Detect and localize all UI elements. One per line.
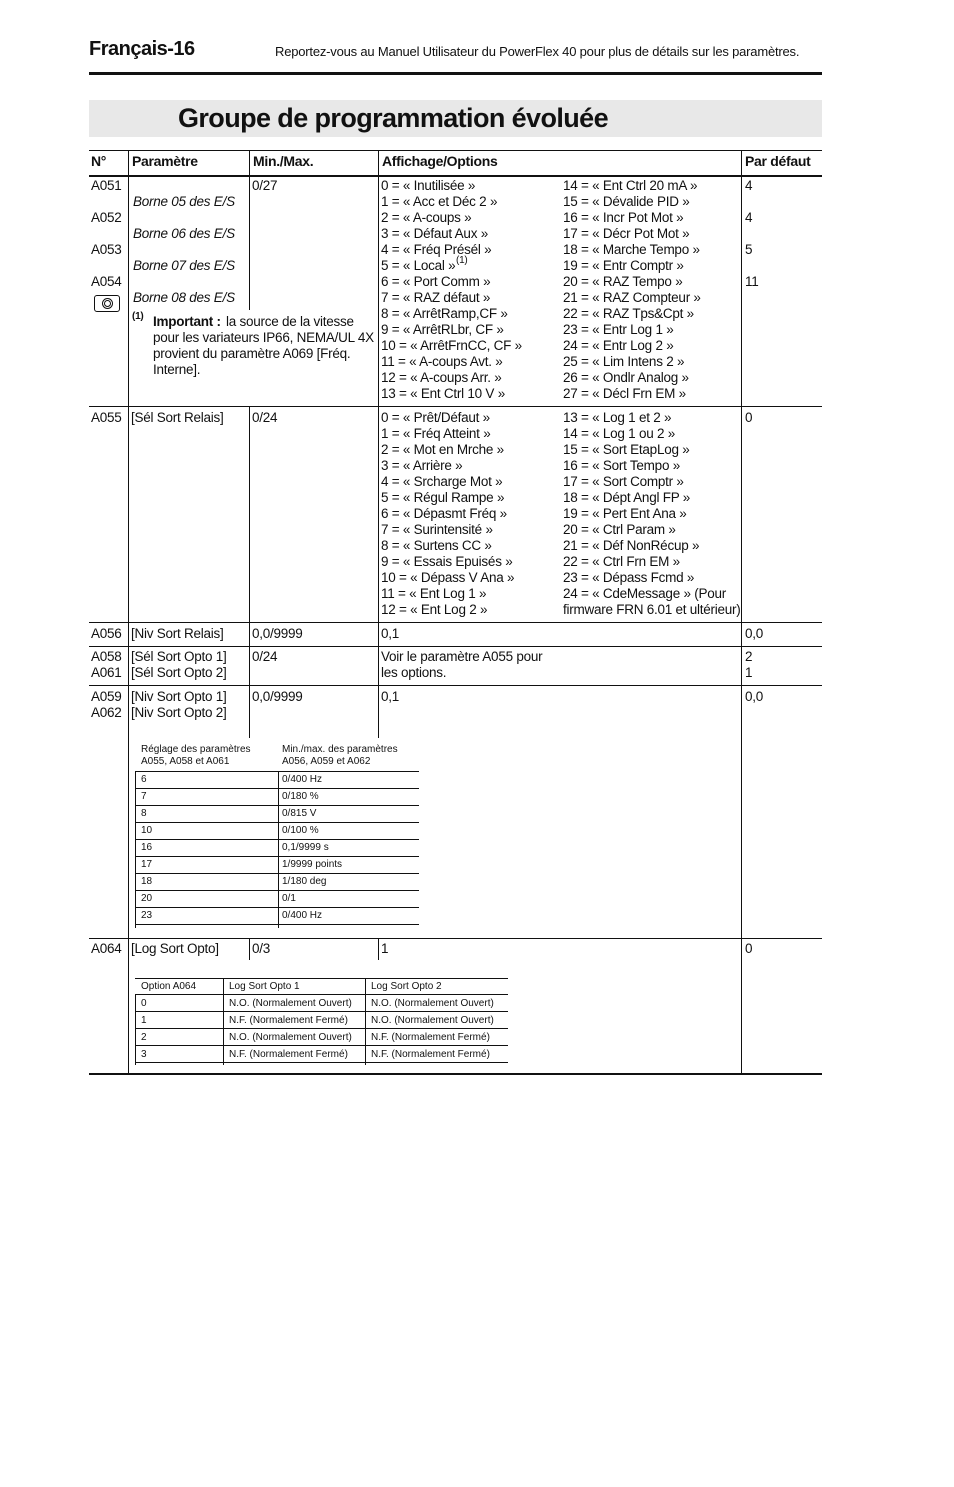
option-item: 10 = « Dépass V Ana » xyxy=(381,570,515,585)
option-item: 0 = « Prêt/Défaut » xyxy=(381,410,490,425)
table-rule xyxy=(89,175,822,177)
mini-table-cell: N.O. (Normalement Ouvert) xyxy=(371,1015,494,1026)
option-item: 16 = « Sort Tempo » xyxy=(563,458,680,473)
param-id: A054 xyxy=(91,274,122,289)
param-default: 4 xyxy=(745,178,753,193)
mini-table-rule xyxy=(135,1011,508,1012)
option-item: 1 = « Fréq Atteint » xyxy=(381,426,491,441)
footnote-mark: (1) xyxy=(132,311,144,322)
option-item: 18 = « Marche Tempo » xyxy=(563,242,700,257)
mini-table-rule xyxy=(135,805,419,806)
mini-table-cell: 0/400 Hz xyxy=(282,910,323,921)
mini-table-cell: 0/815 V xyxy=(282,808,317,819)
option-item: 15 = « Dévalide PID » xyxy=(563,194,690,209)
mini-table-header: Log Sort Opto 2 xyxy=(371,981,442,992)
table-column-rule xyxy=(249,406,250,738)
option-item: 7 = « Surintensité » xyxy=(381,522,493,537)
param-options: 0,1 xyxy=(381,689,400,704)
table-column-rule xyxy=(741,150,742,1073)
table-rule xyxy=(89,406,822,407)
option-item: 22 = « Ctrl Frn EM » xyxy=(563,554,680,569)
param-default: 0,0 xyxy=(745,626,764,641)
mini-table-rule xyxy=(135,873,419,874)
option-item: 24 = « Entr Log 2 » xyxy=(563,338,674,353)
mini-table-cell: 20 xyxy=(141,893,153,904)
option-item: 3 = « Défaut Aux » xyxy=(381,226,488,241)
col-header-default: Par défaut xyxy=(745,153,811,169)
param-options: 1 xyxy=(381,941,389,956)
mini-table-rule xyxy=(365,978,366,1065)
option-item: 12 = « Ent Log 2 » xyxy=(381,602,488,617)
mini-table-header: A056, A059 et A062 xyxy=(282,756,371,767)
param-name: [Sél Sort Relais] xyxy=(131,410,224,425)
option-item: 4 = « Srcharge Mot » xyxy=(381,474,503,489)
mini-table-cell: 0/400 Hz xyxy=(282,774,323,785)
mini-table-rule xyxy=(135,822,419,823)
param-id: A061 xyxy=(91,665,122,680)
mini-table-rule xyxy=(135,978,508,979)
mini-table-cell: N.F. (Normalement Fermé) xyxy=(229,1015,348,1026)
param-id: A064 xyxy=(91,941,122,956)
mini-table-rule xyxy=(135,890,419,891)
table-column-rule xyxy=(378,938,379,960)
table-column-rule xyxy=(249,938,250,960)
mini-table-rule xyxy=(135,771,136,928)
option-item: 17 = « Sort Comptr » xyxy=(563,474,684,489)
param-options: Voir le paramètre A055 pour xyxy=(381,649,543,664)
option-item: 5 = « Local » xyxy=(381,258,456,273)
option-item: 1 = « Acc et Déc 2 » xyxy=(381,194,498,209)
param-default: 0 xyxy=(745,941,753,956)
mini-table-cell: N.O. (Normalement Ouvert) xyxy=(229,998,352,1009)
option-item: 8 = « ArrêtRamp,CF » xyxy=(381,306,508,321)
mini-table-cell: N.F. (Normalement Fermé) xyxy=(371,1032,490,1043)
param-id: A062 xyxy=(91,705,122,720)
option-item: 5 = « Régul Rampe » xyxy=(381,490,505,505)
mini-table-cell: 18 xyxy=(141,876,153,887)
option-item: 12 = « A-coups Arr. » xyxy=(381,370,502,385)
header-rule xyxy=(89,72,822,75)
option-item: 2 = « A-coups » xyxy=(381,210,472,225)
mini-table-cell: 0/100 % xyxy=(282,825,319,836)
mini-table-cell: 10 xyxy=(141,825,153,836)
mini-table-rule xyxy=(135,788,419,789)
option-item: 19 = « Pert Ent Ana » xyxy=(563,506,687,521)
mini-table-rule xyxy=(135,1045,508,1046)
col-header-options: Affichage/Options xyxy=(382,153,498,169)
option-item: 23 = « Entr Log 1 » xyxy=(563,322,674,337)
option-item: 8 = « Surtens CC » xyxy=(381,538,492,553)
option-item: 27 = « Décl Frn EM » xyxy=(563,386,686,401)
mini-table-rule xyxy=(135,839,419,840)
option-item: 26 = « Ondlr Analog » xyxy=(563,370,689,385)
option-item: 7 = « RAZ défaut » xyxy=(381,290,491,305)
param-minmax: 0/24 xyxy=(252,410,278,425)
param-minmax: 0/24 xyxy=(252,649,278,664)
mini-table-rule xyxy=(135,907,419,908)
option-item: 15 = « Sort EtapLog » xyxy=(563,442,690,457)
option-item: 21 = « Déf NonRécup » xyxy=(563,538,700,553)
table-column-rule xyxy=(249,150,250,310)
option-item: 10 = « ArrêtFrnCC, CF » xyxy=(381,338,522,353)
option-item: 25 = « Lim Intens 2 » xyxy=(563,354,685,369)
param-id: A058 xyxy=(91,649,122,664)
mini-table-cell: 3 xyxy=(141,1049,147,1060)
option-item: 19 = « Entr Comptr » xyxy=(563,258,684,273)
param-default: 0 xyxy=(745,410,753,425)
col-header-param: Paramètre xyxy=(132,153,198,169)
option-item: firmware FRN 6.01 et ultérieur) xyxy=(563,602,741,617)
table-rule xyxy=(89,1073,822,1075)
mini-table-cell: 23 xyxy=(141,910,153,921)
param-minmax: 0,0/9999 xyxy=(252,689,303,704)
mini-table-cell: 2 xyxy=(141,1032,147,1043)
table-column-rule xyxy=(378,150,379,738)
param-default: 1 xyxy=(745,665,753,680)
table-rule xyxy=(89,150,822,151)
param-default: 0,0 xyxy=(745,689,764,704)
mini-table-header: Log Sort Opto 1 xyxy=(229,981,300,992)
mini-table-cell: 0 xyxy=(141,998,147,1009)
mini-table-cell: N.F. (Normalement Fermé) xyxy=(229,1049,348,1060)
mini-table-rule xyxy=(135,994,136,1065)
param-options: 0,1 xyxy=(381,626,400,641)
stop-mode-icon xyxy=(94,295,120,312)
option-item: 9 = « ArrêtRLbr, CF » xyxy=(381,322,504,337)
mini-table-cell: 17 xyxy=(141,859,153,870)
param-name: Borne 05 des E/S xyxy=(133,194,235,209)
table-rule xyxy=(89,622,822,623)
mini-table-rule xyxy=(135,771,419,772)
option-item: 22 = « RAZ Tps&Cpt » xyxy=(563,306,694,321)
mini-table-rule xyxy=(135,1062,508,1063)
table-rule xyxy=(89,685,822,686)
option-item: 14 = « Ent Ctrl 20 mA » xyxy=(563,178,698,193)
param-name: Borne 08 des E/S xyxy=(133,290,235,305)
option-item: 3 = « Arrière » xyxy=(381,458,463,473)
mini-table-cell: N.O. (Normalement Ouvert) xyxy=(229,1032,352,1043)
option-item: 2 = « Mot en Mrche » xyxy=(381,442,504,457)
option-item: 11 = « Ent Log 1 » xyxy=(381,586,487,601)
option-item: 6 = « Port Comm » xyxy=(381,274,491,289)
option-item: 20 = « Ctrl Param » xyxy=(563,522,676,537)
param-id: A051 xyxy=(91,178,122,193)
table-rule xyxy=(89,646,822,647)
mini-table-cell: 0/180 % xyxy=(282,791,319,802)
mini-table-cell: 0/1 xyxy=(282,893,296,904)
param-name: [Niv Sort Opto 2] xyxy=(131,705,227,720)
important-note: provient du paramètre A069 [Fréq. xyxy=(153,346,351,361)
important-note: Interne]. xyxy=(153,362,201,377)
mini-table-header: Option A064 xyxy=(141,981,197,992)
option-item: 13 = « Log 1 et 2 » xyxy=(563,410,672,425)
mini-table-cell: 6 xyxy=(141,774,147,785)
table-column-rule xyxy=(128,150,129,1073)
mini-table-cell: 16 xyxy=(141,842,153,853)
option-item: 14 = « Log 1 ou 2 » xyxy=(563,426,675,441)
param-id: A056 xyxy=(91,626,122,641)
section-banner xyxy=(89,100,822,137)
option-item: 20 = « RAZ Tempo » xyxy=(563,274,683,289)
option-item: 4 = « Fréq Présél » xyxy=(381,242,492,257)
mini-table-cell: 7 xyxy=(141,791,147,802)
param-default: 4 xyxy=(745,210,753,225)
mini-table-header: A055, A058 et A061 xyxy=(141,756,230,767)
mini-table-rule xyxy=(135,1028,508,1029)
mini-table-cell: 0,1/9999 s xyxy=(282,842,329,853)
option-item: 13 = « Ent Ctrl 10 V » xyxy=(381,386,505,401)
option-item: 11 = « A-coups Avt. » xyxy=(381,354,503,369)
mini-table-cell: 1 xyxy=(141,1015,147,1026)
section-title: Groupe de programmation évoluée xyxy=(178,103,608,133)
param-name: [Sél Sort Opto 2] xyxy=(131,665,227,680)
option-item: 23 = « Dépass Fcmd » xyxy=(563,570,695,585)
param-id: A053 xyxy=(91,242,122,257)
mini-table-header: Réglage des paramètres xyxy=(141,744,251,755)
table-rule xyxy=(89,938,822,939)
col-header-no: N° xyxy=(91,153,107,169)
mini-table-rule xyxy=(278,771,279,928)
param-name: [Niv Sort Relais] xyxy=(131,626,224,641)
important-note: la source de la vitesse xyxy=(226,314,354,329)
important-note: pour les variateurs IP66, NEMA/UL 4X xyxy=(153,330,374,345)
param-name: Borne 07 des E/S xyxy=(133,258,235,273)
param-options: les options. xyxy=(381,665,447,680)
mini-table-rule xyxy=(135,994,508,995)
option-item: 0 = « Inutilisée » xyxy=(381,178,476,193)
page-label: Français-16 xyxy=(89,38,195,60)
mini-table-cell: 1/9999 points xyxy=(282,859,343,870)
param-default: 2 xyxy=(745,649,753,664)
param-name: Borne 06 des E/S xyxy=(133,226,235,241)
mini-table-cell: N.F. (Normalement Fermé) xyxy=(371,1049,490,1060)
param-minmax: 0/27 xyxy=(252,178,278,193)
param-id: A052 xyxy=(91,210,122,225)
param-name: [Log Sort Opto] xyxy=(131,941,219,956)
option-item: 24 = « CdeMessage » (Pour xyxy=(563,586,726,601)
param-default: 11 xyxy=(745,274,759,289)
option-item: 21 = « RAZ Compteur » xyxy=(563,290,701,305)
important-label: Important : xyxy=(153,314,221,329)
option-item: 18 = « Dépt Angl FP » xyxy=(563,490,690,505)
col-header-minmax: Min./Max. xyxy=(253,153,314,169)
header-note: Reportez-vous au Manuel Utilisateur du PowerFlex 40 pour plus de détails sur les paramètres. xyxy=(275,44,800,59)
param-minmax: 0/3 xyxy=(252,941,271,956)
param-name: [Sél Sort Opto 1] xyxy=(131,649,227,664)
param-default: 5 xyxy=(745,242,753,257)
param-name: [Niv Sort Opto 1] xyxy=(131,689,227,704)
mini-table-cell: 8 xyxy=(141,808,147,819)
footnote-mark: (1) xyxy=(456,255,468,266)
param-id: A059 xyxy=(91,689,122,704)
param-id: A055 xyxy=(91,410,122,425)
option-item: 6 = « Dépasmt Fréq » xyxy=(381,506,507,521)
mini-table-rule xyxy=(223,978,224,1065)
option-item: 16 = « Incr Pot Mot » xyxy=(563,210,684,225)
option-item: 9 = « Essais Epuisés » xyxy=(381,554,513,569)
mini-table-cell: N.O. (Normalement Ouvert) xyxy=(371,998,494,1009)
mini-table-cell: 1/180 deg xyxy=(282,876,327,887)
mini-table-header: Min./max. des paramètres xyxy=(282,744,398,755)
mini-table-rule xyxy=(135,856,419,857)
param-minmax: 0,0/9999 xyxy=(252,626,303,641)
option-item: 17 = « Décr Pot Mot » xyxy=(563,226,690,241)
mini-table-rule xyxy=(135,924,419,925)
